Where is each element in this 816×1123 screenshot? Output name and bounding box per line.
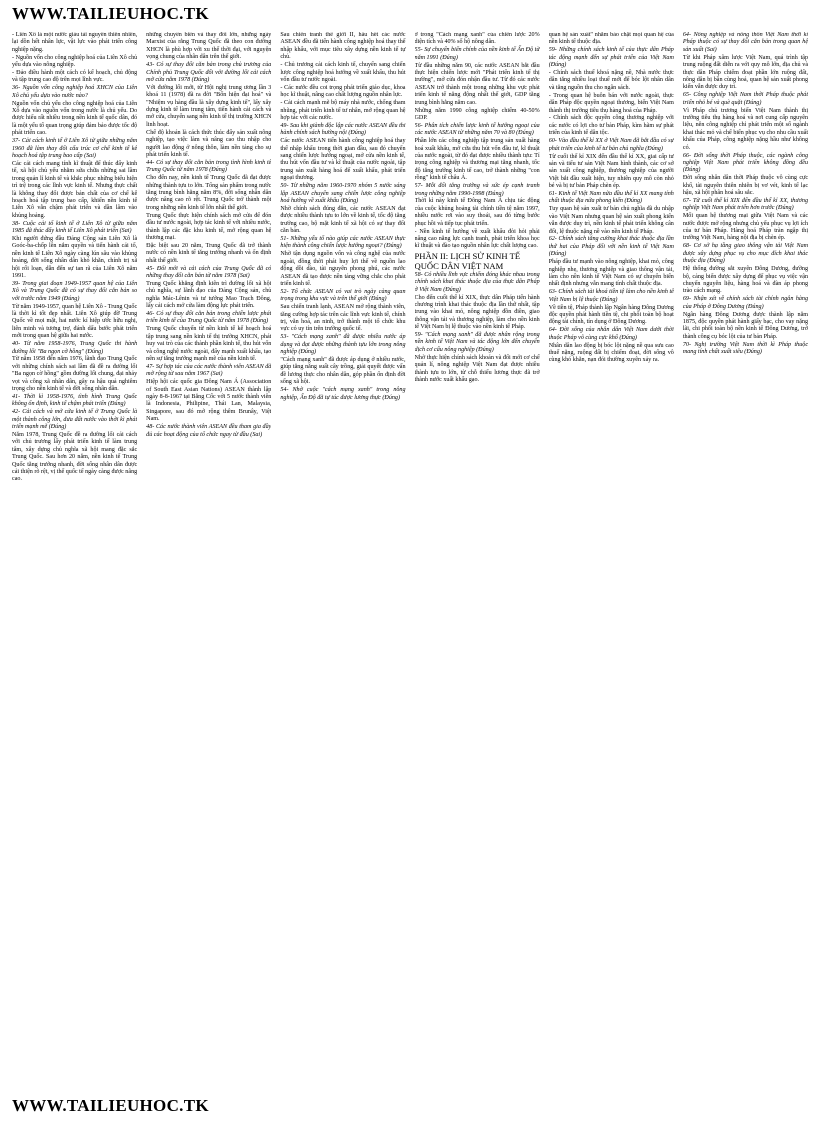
paragraph: Năm 1978, Trung Quốc đề ra đường lối cải cách với chủ trương lấy phát triển kinh tế làm trung tâm, xây dựng chủ nghĩa xã hội mang đặc sắc Trung Quốc. Sau hơn 20 năm, nền kinh tế Trung Quốc tăng trưởng nhanh, đời sống nhân dân được cải thiện rõ rệt, vị thế quốc tế ngày càng được nâng cao. [12, 432, 138, 483]
paragraph: Thời kì này kinh tế Đông Nam Á chịu tác động của cuộc khủng hoảng tài chính tiền tệ năm 1997, nhiều nước rơi vào suy thoái, sau đó từng bước phục hồi và tiếp tục phát triển. [414, 198, 540, 227]
question-text: 57- Mỗi đổi tăng trưởng và sức ép cạnh tranh trong những năm 1990-1998 (Đúng) [414, 183, 540, 197]
paragraph: Từ khi Pháp xâm lược Việt Nam, quá trình tập trung ruộng đất diễn ra với quy mô lớn, địa chủ và thực dân Pháp chiếm đoạt phần lớn ruộng đất, nông dân bị bần cùng hoá, quan hệ sản xuất phong kiến vẫn được duy trì. [682, 54, 808, 91]
question-text: 61- Kinh tế Việt Nam nửa đầu thế kỉ XX mang tính chất thuộc địa nửa phong kiến (Đúng) [548, 191, 674, 205]
paragraph: Các nước ASEAN tiến hành công nghiệp hoá thay thế nhập khẩu trong thời gian đầu, sau đó chuyển sang chiến lược hướng ngoại, mở cửa nền kinh tế, thu hút vốn đầu tư và kĩ thuật của nước ngoài, tập trung sản xuất hàng hoá để xuất khẩu, phát triển ngoại thương. [280, 138, 406, 182]
paragraph: Từ cuối thế kỉ XIX đến đầu thế kỉ XX, giai cấp tư sản và tiểu tư sản Việt Nam hình thành, các cơ sở sản xuất công nghiệp, thương nghiệp của người Việt bắt đầu xuất hiện, tuy nhiên quy mô còn nhỏ bé và bị tư bản Pháp chèn ép. [548, 153, 674, 190]
paragraph: Nhờ chính sách đúng đắn, các nước ASEAN đạt được nhiều thành tựu to lớn về kinh tế, tốc độ tăng trưởng cao, bộ mặt kinh tế xã hội có sự thay đổi căn bản. [280, 205, 406, 235]
question-text: 37- Cải cách kinh tế ở Liên Xô từ giữa những năm 1960 đã làm thay đổi cấu trúc cơ chế kinh tế kế hoạch hoá tập trung bao cấp (Sai) [12, 138, 138, 159]
paragraph: Sau chiến tranh lạnh, ASEAN mở rộng thành viên, tăng cường hợp tác trên các lĩnh vực kinh tế, chính trị, văn hoá, an ninh, trở thành một tổ chức khu vực có uy tín trên trường quốc tế. [280, 304, 406, 333]
text-column-2 [146, 32, 271, 1086]
paragraph: - Chính sách thuế khoá nặng nề, Nhà nước thực dân tăng nhiều loại thuế mới để bóc lột nhân dân và tăng nguồn thu cho ngân sách. [548, 70, 674, 91]
paragraph: Khi người đứng đầu Đảng Cộng sản Liên Xô là Goóc-ba-chốp lên nắm quyền và tiến hành cải tổ, nền kinh tế Liên Xô ngày càng lún sâu vào khủng hoảng, đời sống nhân dân khó khăn, chính trị xã hội rối loạn, dẫn đến sự tan rã của Liên Xô năm 1991. [12, 235, 138, 279]
question-text: 64- Nông nghiệp và nông thôn Việt Nam thời kì Pháp thuộc có sự thay đổi căn bản trong quan hệ sản xuất (Sai) [682, 32, 808, 53]
question-text: 49- Sau khi giành độc lập các nước ASEAN đều thi hành chính sách hướng nội (Đúng) [280, 122, 406, 137]
paragraph: - Cải cách mạnh mẽ bộ máy nhà nước, chống tham nhũng, phát triển kinh tế tư nhân, mở rộng quan hệ hợp tác với các nước. [280, 100, 406, 121]
question-text: 42- Cải cách và mở cửa kinh tế ở Trung Quốc là một thành công lớn, đưa đất nước vào thời kì phát triển mạnh mẽ (Đúng) [12, 409, 138, 431]
paragraph: "Cách mạng xanh" đã được áp dụng ở nhiều nước, giúp tăng năng suất cây trồng, giải quyết được vấn đề lương thực cho nhân dân, góp phần ổn định đời sống xã hội. [280, 356, 406, 386]
question-text: 67- Từ cuối thế kỉ XIX đến đầu thế kỉ XX, thương nghiệp Việt Nam phát triển hơn trước (Đúng) [682, 197, 808, 212]
paragraph: Nhân dân lao động bị bóc lột nặng nề qua sưu cao thuế nặng, ruộng đất bị chiếm đoạt, đời sống vô cùng khó khăn, nạn đói thường xuyên xảy ra. [548, 342, 674, 364]
paragraph: Trung Quốc thực hiện chính sách mở cửa để đón đầu tư nước ngoài, hợp tác kinh tế với nhiều nước, thành lập các đặc khu kinh tế, mở rộng quan hệ thương mại. [146, 212, 272, 241]
question-text: 51- Những yếu tố nào giúp các nước ASEAN thực hiện thành công chiến lược hướng ngoại? (Đúng) [280, 235, 406, 250]
question-text: 38- Cuộc cải tổ kinh tế ở Liên Xô từ giữa năm 1985 đã thúc đẩy kinh tế Liên Xô phát triển (Sai) [12, 220, 138, 235]
question-text: 55- Sự chuyển biến chính của nền kinh tế Ấn Độ từ năm 1991 (Đúng) [414, 47, 540, 61]
paragraph: Đời sống nhân dân thời Pháp thuộc vô cùng cực khổ, tài nguyên thiên nhiên bị vơ vét, kinh tế lạc hậu, xã hội phân hoá sâu sắc. [682, 175, 808, 197]
question-text: 43- Có sự thay đổi căn bản trong chủ trương của Chính phủ Trung Quốc đối với đường lối cải cách mở cửa năm 1978 (Đúng) [146, 62, 272, 83]
text-column-4 [415, 32, 540, 1086]
paragraph: Trung Quốc chuyển từ nền kinh tế kế hoạch hoá tập trung sang nền kinh tế thị trường XHCN, phát huy vai trò của các thành phần kinh tế, thu hút vốn và công nghệ nước ngoài, đẩy mạnh xuất khẩu, tạo nên sự tăng trưởng mạnh mẽ của nền kinh tế. [146, 326, 272, 362]
paragraph: - Chính sách độc quyền công thương nghiệp với các nước có lợi cho tư bản Pháp, kìm hãm sự phát triển của kinh tế dân tộc. [548, 115, 674, 137]
question-text: 63- Chính sách tài khoá tiền tệ làm cho nền kinh tế Việt Nam bị lệ thuộc (Đúng) [548, 289, 674, 303]
text-column-1 [12, 32, 137, 1086]
paragraph: Trung Quốc khẳng định kiên trì đường lối xã hội chủ nghĩa, sự lãnh đạo của Đảng Cộng sản, chủ nghĩa Mác-Lênin và tư tưởng Mao Trạch Đông, lấy cải cách mở cửa làm động lực phát triển. [146, 280, 272, 310]
watermark-top: WWW.TAILIEUHOC.TK [12, 4, 209, 23]
text-column-5 [549, 32, 674, 1086]
document-page [12, 32, 808, 1086]
paragraph: Pháp đầu tư mạnh vào nông nghiệp, khai mỏ, công nghiệp nhẹ, thương nghiệp và giao thông vận tải, làm cho nền kinh tế Việt Nam có sự chuyển biến nhất định nhưng vẫn mang tính chất thuộc địa. [548, 259, 674, 288]
question-text: 58- Có nhiều lĩnh vực chiếm đóng khác nhau trong chính sách khai thác thuộc địa của thực dân Pháp ở Việt Nam (Đúng) [414, 271, 540, 293]
paragraph: - Nguồn vốn cho công nghiệp hoá của Liên Xô chủ yếu dựa vào nông nghiệp. [12, 54, 138, 69]
question-text: 53- "Cách mạng xanh" đã được nhiều nước áp dụng và đạt được những thành tựu lớn trong nông nghiệp (Đúng) [280, 334, 406, 356]
paragraph: Hệ thống đường sắt xuyên Đông Dương, đường bộ, cảng biển được xây dựng để phục vụ việc vận chuyển nguyên liệu, hàng hoá và đàn áp phong trào cách mạng. [682, 266, 808, 295]
question-text: 59- Những chính sách kinh tế của thực dân Pháp tác động mạnh đến sự phát triển của Việt Nam (Đúng) [548, 47, 674, 69]
paragraph: Cho đến cuối thế kỉ XIX, thực dân Pháp tiến hành chương trình khai thác thuộc địa lần thứ nhất, tập trung vào khai mỏ, nông nghiệp đồn điền, giao thông vận tải và thương nghiệp, làm cho nền kinh tế Việt Nam bị lệ thuộc vào nền kinh tế Pháp. [414, 294, 540, 331]
paragraph: - Đảo điều hành một cách có kế hoạch, chủ động và tập trung cao độ trên mọi lĩnh vực. [12, 70, 138, 84]
question-text: 52- Tổ chức ASEAN có vai trò ngày càng quan trọng trong khu vực và trên thế giới (Đúng) [280, 288, 406, 303]
paragraph: Đặc biệt sau 20 năm, Trung Quốc đã trở thành nước có nền kinh tế tăng trưởng nhanh và ổn định nhất thế giới. [146, 242, 272, 264]
question-text: 60- Vào đầu thế kỉ XX ở Việt Nam đã bắt đầu có sự phát triển của kinh tế tư bản chủ nghĩa (Đúng) [548, 138, 674, 152]
paragraph: Sau chiến tranh thế giới II, hầu hết các nước ASEAN đều đã tiến hành công nghiệp hoá thay thế nhập khẩu, với mục tiêu xây dựng nền kinh tế tự chủ. [280, 32, 406, 61]
question-text: 46- Có sự thay đổi căn bản trong chiến lược phát triển kinh tế của Trung Quốc từ năm 1978 (Đúng) [146, 311, 272, 325]
paragraph: Về tiền tệ, Pháp thành lập Ngân hàng Đông Dương độc quyền phát hành tiền tệ, chi phối toàn bộ hoạt động tài chính, tín dụng ở Đông Dương. [548, 304, 674, 326]
paragraph: - Nền kinh tế hướng về xuất khẩu đòi hỏi phải nâng cao năng lực cạnh tranh, phát triển khoa học kĩ thuật và đào tạo nguồn nhân lực chất lượng cao. [414, 228, 540, 250]
question-text: 56- Phân tích chiến lược kinh tế hướng ngoại của các nước ASEAN từ những năm 70 và 80 (Đúng) [414, 122, 540, 137]
question-text: 47- Sự hợp tác của các nước thành viên ASEAN đã mở rộng từ sau năm 1967 (Sai) [146, 363, 272, 378]
paragraph: Từ năm 1958 đến năm 1976, lãnh đạo Trung Quốc với những chính sách sai lầm đã đề ra đường lối "Ba ngọn cờ hồng" gồm đường lối chung, đại nhảy vọt và công xã nhân dân, gây ra hậu quả nghiêm trọng cho nền kinh tế và đời sống nhân dân. [12, 356, 138, 393]
paragraph: Các cải cách mang tính kĩ thuật để thúc đẩy kinh tế, xã hội chủ yếu nhằm sửa chữa những sai lầm trong quản lí kinh tế và khắc phục những biểu hiện trì trệ trong các lĩnh vực kinh tế. Nhưng thực chất là không thay đổi được bản chất của cơ chế kế hoạch hoá tập trung bao cấp, khiến nền kinh tế Liên Xô vẫn chậm phát triển và dần lâm vào khủng hoảng. [12, 160, 138, 219]
paragraph: những chuyển biến và thay đổi lớn, những ngày Marxist của rằng Trung Quốc đã theo con đường XHCN là phù hợp với xu thế thời đại, với nguyện vọng chung của nhân dân trên thế giới. [146, 32, 272, 61]
question-text: 59- "Cách mạng xanh" đã được nhân rộng trong nền kinh tế Việt Nam và tác động lớn đến chuyển dịch cơ cấu nông nghiệp (Đúng) [414, 332, 540, 353]
paragraph: - Các nước đều coi trọng phát triển giáo dục, khoa học kĩ thuật, nâng cao chất lượng nguồn nhân lực. [280, 84, 406, 99]
paragraph: - Trong quan hệ buôn bán với nước ngoài, thực dân Pháp độc quyền ngoại thương, biến Việt Nam thành thị trường tiêu thụ hàng hoá của Pháp. [548, 92, 674, 114]
paragraph: Mối quan hệ thương mại giữa Việt Nam và các nước được mở rộng nhưng chủ yếu phục vụ lợi ích của tư bản Pháp. Hàng hoá Pháp tràn ngập thị trường Việt Nam, hàng nội địa bị chèn ép. [682, 213, 808, 242]
question-text: 70- Nghị trường Việt Nam thời kì Pháp thuộc mang tính chất xuất siêu (Đúng) [682, 341, 808, 356]
question-text: 36- Nguồn vốn công nghiệp hoá XHCN của Liên Xô chủ yếu dựa vào nước nào? [12, 85, 138, 99]
paragraph: Những năm 1990 công nghiệp chiếm 40-50% GDP. [414, 107, 540, 121]
question-text: 39- Trong giai đoạn 1949-1957 quan hệ của Liên Xô và Trung Quốc đã có sự thay đổi căn bản so với trước năm 1949 (Đúng) [12, 280, 138, 302]
question-text: 65- Công nghiệp Việt Nam thời Pháp thuộc phát triển nhỏ bé và què quặt (Đúng) [682, 92, 808, 106]
paragraph: Tuy quan hệ sản xuất tư bản chủ nghĩa đã du nhập vào Việt Nam nhưng quan hệ sản xuất phong kiến vẫn được duy trì, nền kinh tế phát triển không cân đối, lệ thuộc nặng nề vào nền kinh tế Pháp. [548, 206, 674, 235]
question-text: 45- Đổi mới và cải cách của Trung Quốc đã có những thay đổi căn bản từ năm 1978 (Sai) [146, 265, 272, 279]
paragraph: Phần lớn các công nghiệp tập trung sản xuất hàng hoá xuất khẩu, mở cửa thu hút vốn đầu tư, kĩ thuật của nước ngoài, từ đó đạt được nhiều thành tựu: Tỉ trọng công nghiệp và thương mại tăng nhanh, tốc độ tăng trưởng kinh tế cao, trở thành những "con rồng" kinh tế châu Á. [414, 138, 540, 182]
paragraph: - Liên Xô là một nước giàu tài nguyên thiên nhiên, lại dồn hết nhân lực, vật lực vào phát triển công nghiệp nặng. [12, 32, 138, 53]
paragraph: ở trong "Cách mạng xanh" của chiến lược 20% diện tích và 40% số hộ nông dân. [414, 32, 540, 46]
question-text: 66- Đời sống thời Pháp thuộc, các ngành công nghiệp Việt Nam phát triển không đồng đều (Đúng) [682, 152, 808, 174]
paragraph: Hiệp hội các quốc gia Đông Nam Á (Association of South East Asian Nations) ASEAN thành lập ngày 8-8-1967 tại Băng Cốc với 5 nước thành viên là Indonesia, Philipine, Thái Lan, Malaysia, Singapore, sau đó mở rộng thêm Brunây, Việt Nam. [146, 379, 272, 423]
text-column-6 [683, 32, 808, 1086]
question-text: 50- Từ những năm 1960-1970 nhóm 5 nước sáng lập ASEAN chuyển sang chiến lược công nghiệp hoá hướng về xuất khẩu (Đúng) [280, 183, 406, 204]
paragraph: Từ năm 1949-1957, quan hệ Liên Xô - Trung Quốc là thời kì tốt đẹp nhất. Liên Xô giúp đỡ Trung Quốc về mọi mặt, hai nước kí hiệp ước hữu nghị, liên minh và tương trợ, đánh dấu bước phát triển mới trong quan hệ giữa hai nước. [12, 303, 138, 340]
paragraph: Nhờ thực hiện chính sách khoán và đổi mới cơ chế quản lí, nông nghiệp Việt Nam đạt được nhiều thành tựu to lớn, từ chỗ thiếu lương thực đã trở thành nước xuất khẩu gạo. [414, 354, 540, 383]
question-text: 54- Nhờ cuộc "cách mạng xanh" trong nông nghiệp, Ấn Độ đã tự túc được lương thực (Đúng) [280, 387, 406, 401]
question-text: 41- Thời kì 1958-1976, tình hình Trung Quốc không ổn định, kinh tế chậm phát triển (Đúng) [12, 394, 138, 408]
question-text: 69- Nhận xét về chính sách tài chính ngân hàng của Pháp ở Đông Dương (Đúng) [682, 296, 808, 310]
question-text: 62- Chính sách tăng cường khai thác thuộc địa lần thứ hai của Pháp đối với nền kinh tế Việt Nam (Đúng) [548, 236, 674, 258]
paragraph: Với đường lối mới, từ Hội nghị trung ương lần 3 khoá 11 (1978) đã ra đời "Bốn hiện đại hoá" và "Nhiệm vụ hàng đầu là xây dựng kinh tế", lấy xây dựng kinh tế làm trung tâm, tiến hành cải cách và mở cửa, chuyển sang nền kinh tế thị trường XHCN linh hoạt. [146, 84, 272, 128]
paragraph: Ngân hàng Đông Dương được thành lập năm 1875, độc quyền phát hành giấy bạc, cho vay nặng lãi, chi phối toàn bộ nền kinh tế Đông Dương, trở thành công cụ bóc lột của tư bản Pháp. [682, 311, 808, 340]
watermark-bottom: WWW.TAILIEUHOC.TK [12, 1096, 209, 1115]
paragraph: Vì Pháp chủ trương biến Việt Nam thành thị trường tiêu thụ hàng hoá và nơi cung cấp nguyên liệu, nên công nghiệp chỉ phát triển một số ngành khai thác mỏ và chế biến phục vụ cho nhu cầu xuất khẩu của Pháp, công nghiệp nặng hầu như không có. [682, 107, 808, 151]
question-text: 40- Từ năm 1958-1976, Trung Quốc thi hành đường lối "Ba ngọn cờ hồng" (Đúng) [12, 341, 138, 355]
paragraph: - Chủ trương cải cách kinh tế, chuyển sang chiến lược công nghiệp hoá hướng về xuất khẩu, thu hút vốn đầu tư nước ngoài. [280, 62, 406, 83]
paragraph: Cho đến nay, nền kinh tế Trung Quốc đã đạt được những thành tựu to lớn. Tổng sản phẩm trong nước tăng trung bình hằng năm 8%, đời sống nhân dân được nâng cao rõ rệt. Trung Quốc trở thành một trong những nền kinh tế lớn nhất thế giới. [146, 175, 272, 211]
paragraph: Nguồn vốn chủ yếu cho công nghiệp hoá của Liên Xô dựa vào nguồn vốn trong nước là chủ yếu. Do được hiểu rất nhiều trong nền kinh tế quốc dân, đó là một yếu tố quan trọng giúp đảm bảo được tốc độ phát triển cao. [12, 100, 138, 137]
paragraph: Từ đầu những năm 90, các nước ASEAN bắt đầu thực hiện chiến lược mới "Phát triển kinh tế thị trường", mở cửa đón nhận đầu tư. Từ đó các nước ASEAN trở thành một trong những khu vực phát triển kinh tế năng động nhất thế giới, GDP tăng trung bình hằng năm cao. [414, 62, 540, 106]
question-text: 68- Cơ sở hạ tầng giao thông vận tải Việt Nam được xây dựng phục vụ cho mục đích khai thác thuộc địa (Đúng) [682, 243, 808, 265]
section-heading: PHẦN II: LỊCH SỬ KINH TẾ QUỐC DÂN VIỆT NAM [414, 251, 521, 272]
paragraph: Chế độ khoán là cách thức thúc đẩy sản xuất nông nghiệp, tạo việc làm và nâng cao thu nhập cho người lao động ở nông thôn, làm nền tảng cho sự phát triển kinh tế. [146, 129, 272, 158]
text-column-3 [280, 32, 405, 1086]
question-text: 48- Các nước thành viên ASEAN đều tham gia đầy đủ các hoạt động của tổ chức ngay từ đầu (Sai) [146, 424, 272, 438]
paragraph: Nhờ tận dụng nguồn vốn và công nghệ của nước ngoài, đồng thời phát huy lợi thế về nguồn lao động dồi dào, tài nguyên phong phú, các nước ASEAN đã tạo được nền tảng vững chắc cho phát triển kinh tế. [280, 251, 406, 287]
question-text: 44- Có sự thay đổi căn bản trong tình hình kinh tế Trung Quốc từ năm 1978 (Đúng) [146, 159, 272, 174]
question-text: 64- Đời sống của nhân dân Việt Nam dưới thời thuộc Pháp vô cùng cực khổ (Đúng) [548, 327, 674, 341]
paragraph: quan hệ sản xuất" nhằm bảo chặt mọi quan hệ của nền kinh tế thuộc địa. [548, 32, 674, 46]
